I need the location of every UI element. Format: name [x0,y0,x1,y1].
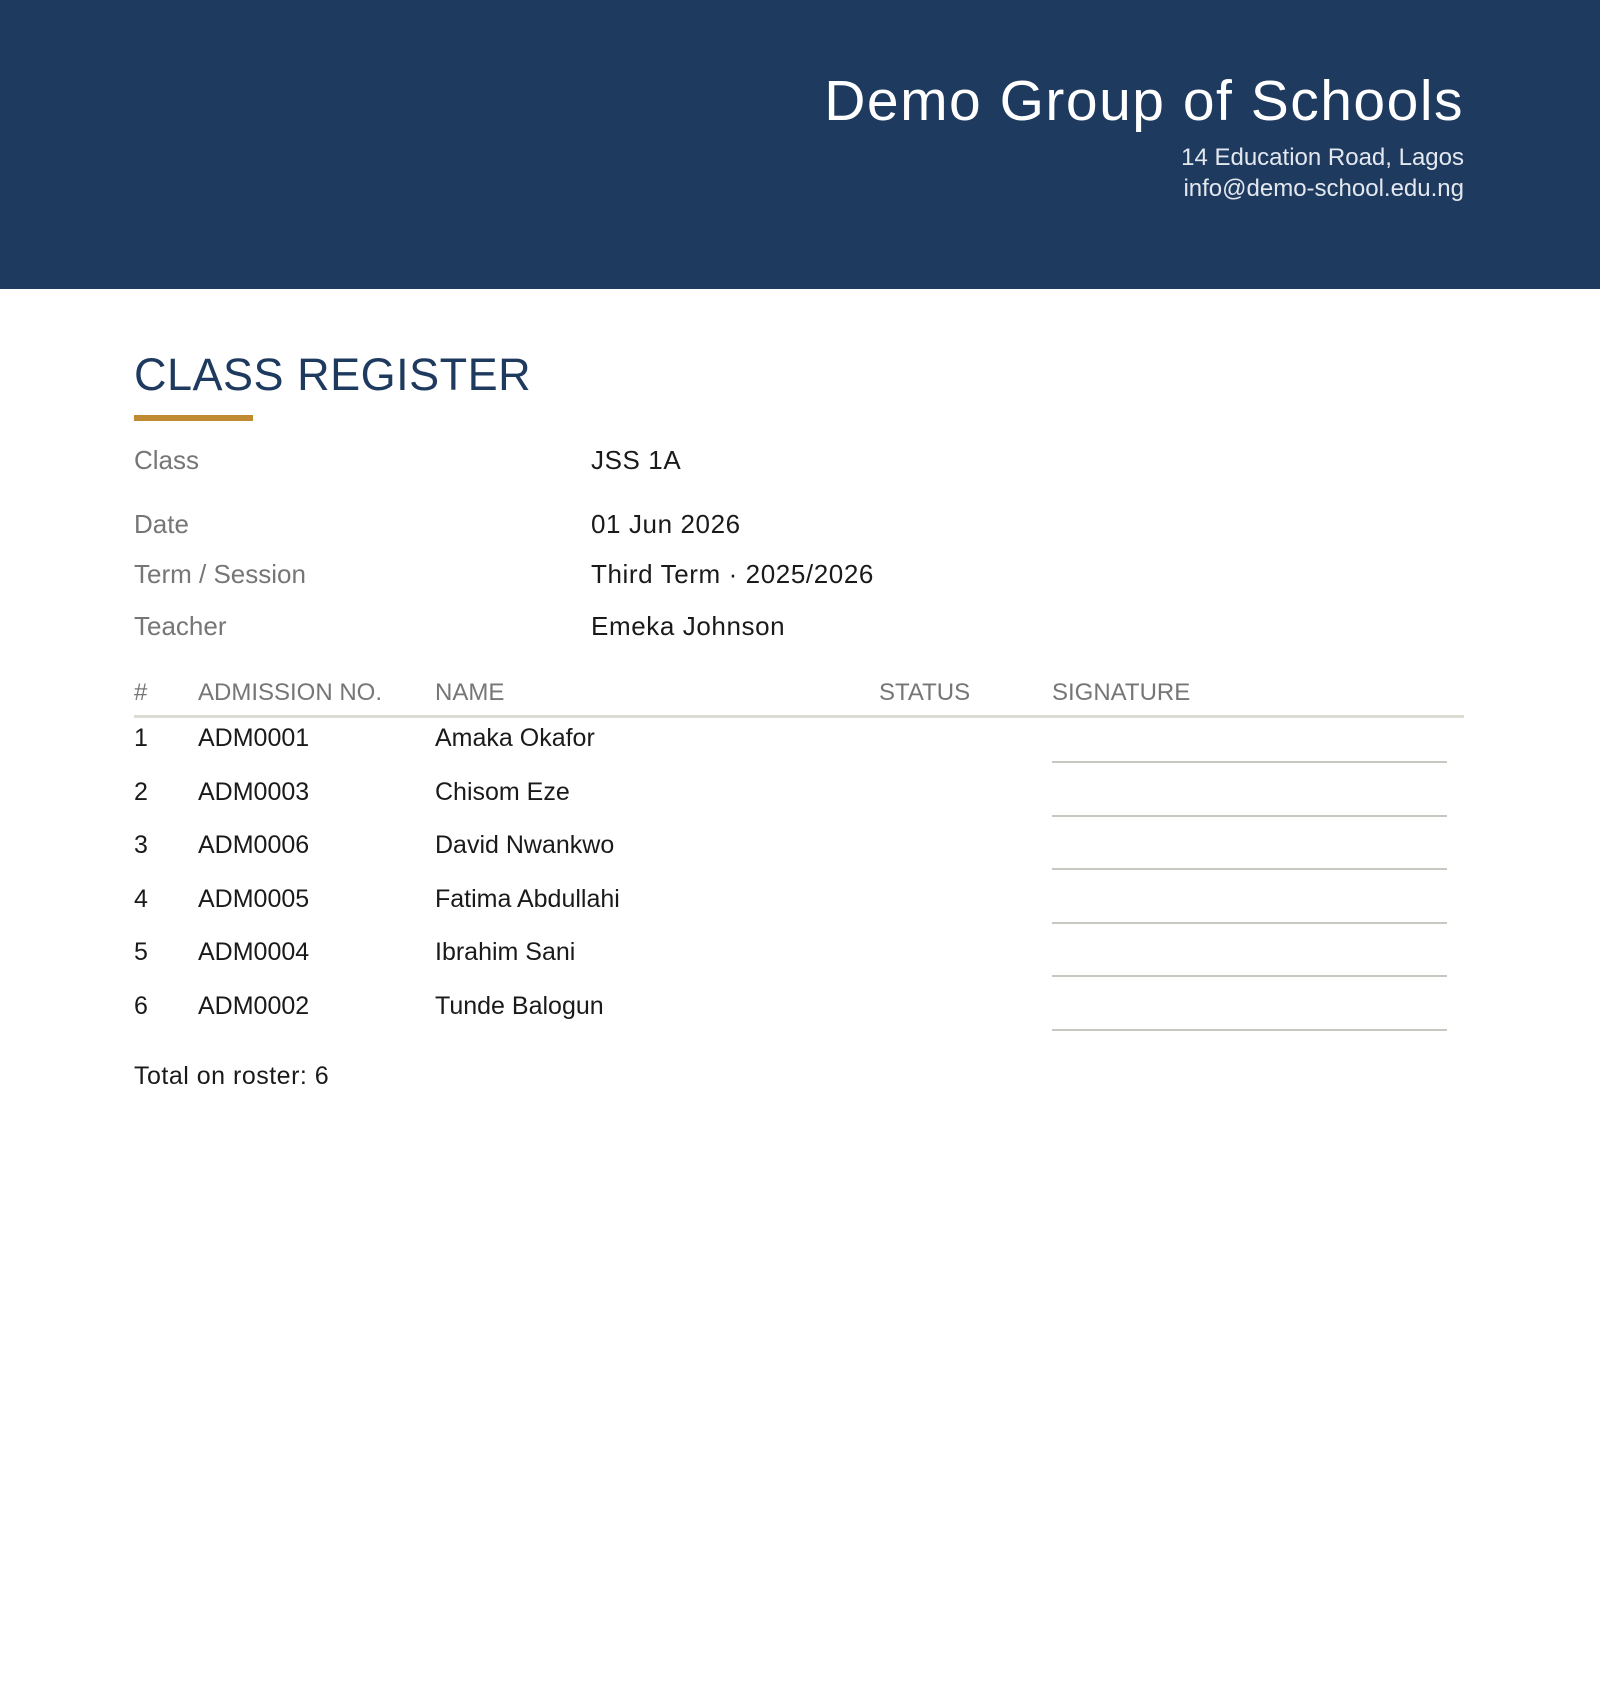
signature-line [1052,922,1447,924]
meta-label: Date [134,509,189,539]
signature-line [1052,815,1447,817]
row-admission-no: ADM0001 [198,724,310,752]
row-number: 1 [134,724,148,752]
school-email: info@demo-school.edu.ng [1183,175,1464,202]
signature-line [1052,761,1447,763]
signature-line [1052,975,1447,977]
row-admission-no: ADM0006 [198,831,310,860]
row-admission-no: ADM0005 [198,884,310,913]
row-name: Tunde Balogun [435,991,604,1020]
meta-row-teacher [134,608,1464,644]
table-row [134,932,1464,986]
table-row [134,986,1464,1040]
row-admission-no: ADM0002 [198,991,310,1020]
register-table [134,675,1464,1040]
meta-label: Term / Session [134,559,306,589]
header-signature: SIGNATURE [1052,679,1191,706]
signature-line [1052,1029,1447,1031]
table-row [134,772,1464,826]
header-number: # [134,679,148,706]
header-name: NAME [435,679,505,706]
row-admission-no: ADM0004 [198,938,310,967]
roster-total: Total on roster: 6 [134,1062,330,1090]
row-number: 6 [134,991,148,1020]
row-name: David Nwankwo [435,831,615,860]
row-number: 4 [134,884,148,913]
header-status: STATUS [879,679,971,706]
signature-line [1052,868,1447,870]
header-admission-no: ADMISSION NO. [198,679,383,706]
row-name: Fatima Abdullahi [435,884,620,913]
school-address: 14 Education Road, Lagos [1181,144,1464,171]
table-row [134,718,1464,772]
meta-row-class [134,442,1464,478]
document-title: CLASS REGISTER [134,349,532,400]
row-name: Amaka Okafor [435,724,595,752]
table-row [134,879,1464,933]
meta-row-date [134,506,1464,542]
meta-value: Third Term · 2025/2026 [591,559,874,589]
title-underline [134,415,253,421]
row-number: 5 [134,938,148,967]
row-admission-no: ADM0003 [198,777,310,806]
meta-row-term-session [134,556,1464,592]
school-name: Demo Group of Schools [824,69,1464,133]
meta-value: 01 Jun 2026 [591,509,741,539]
row-number: 3 [134,831,148,860]
table-row [134,825,1464,879]
meta-label: Class [134,445,200,475]
letterhead [0,0,1600,289]
row-number: 2 [134,777,148,806]
meta-label: Teacher [134,611,227,641]
meta-value: Emeka Johnson [591,611,786,641]
row-name: Ibrahim Sani [435,938,576,967]
table-header [134,675,1464,718]
meta-value: JSS 1A [591,445,682,475]
row-name: Chisom Eze [435,777,570,806]
